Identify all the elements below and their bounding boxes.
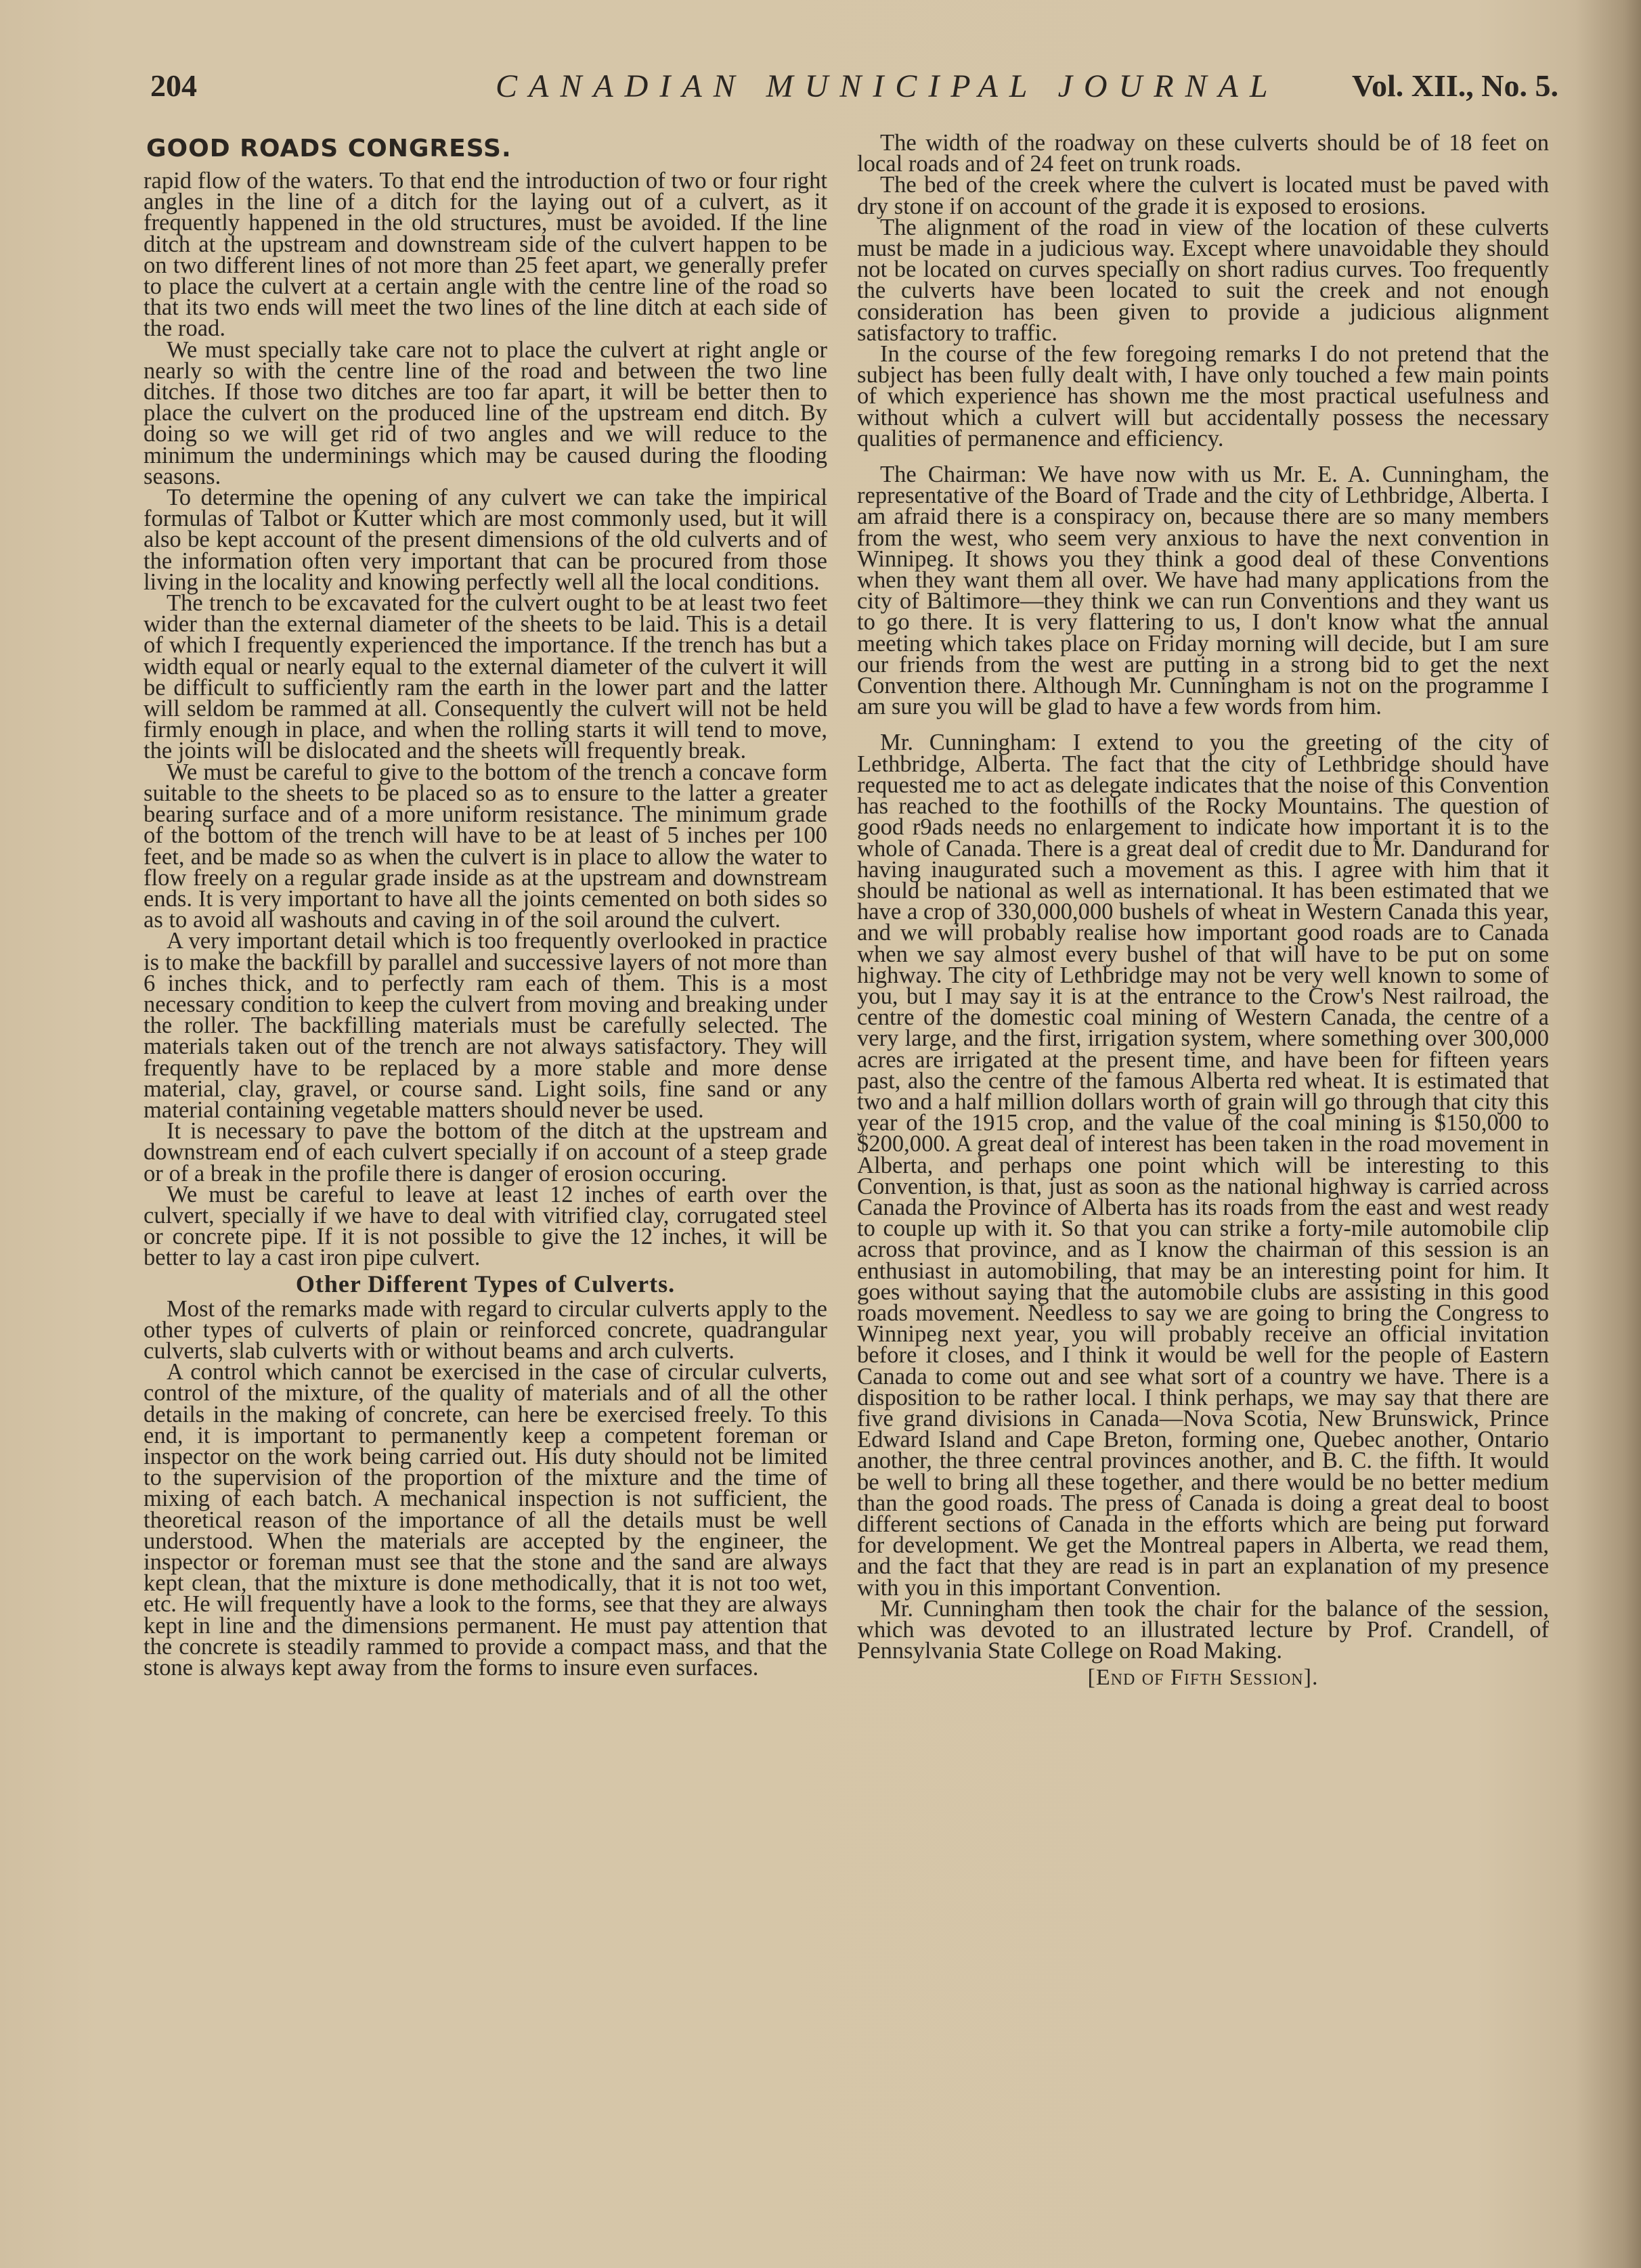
running-head	[150, 68, 1558, 115]
section-heading: GOOD ROADS CONGRESS.	[146, 135, 512, 162]
paragraph: The bed of the creek where the culvert is located must be paved with dry stone if on account of the grade it is exposed to erosions.	[857, 172, 1549, 219]
page-number: 204	[150, 68, 197, 103]
paragraph: The trench to be excavated for the culvert ought to be at least two feet wider than the external diameter of the sheets to be laid. This is a detail of which I frequently experienced the importance. If the trench has but a width equal or nearly equal to the external diameter of the culvert it will be difficult to sufficiently ram the earth in the lower part and the latter will seldom be rammed at all. Consequently the culvert will not be held firmly enough in place, and when the rolling starts it will tend to move, the joints will be dislocated and the sheets will frequently break.	[144, 590, 827, 764]
paragraph: Mr. Cunningham: I extend to you the greeting of the city of Lethbridge, Alberta. The fact that the city of Lethbridge should have requested me to act as delegate indicates that the noise of this Convention has reached to the foothills of the Rocky Mountains. The question of good r9ads needs no enlargement to indicate how important it is to the whole of Canada. There is a great deal of credit due to Mr. Dandurand for having inaugurated such a movement as this. I agree with him that it should be national as well as international. It has been estimated that we have a crop of 330,000,000 bushels of wheat in Western Canada this year, and we will probably realise how important good roads are to Canada when we say almost every bushel of that will have to be put on some highway. The city of Lethbridge may not be very well known to some of you, but I may say it is at the entrance to the Crow's Nest railroad, the centre of the domestic coal mining of Western Canada, the centre of a very large, and the first, irrigation system, where something over 300,000 acres are irrigated at the present time, and have been for fifteen years past, also the centre of the famous Alberta red wheat. It is estimated that two and a half million dollars worth of grain will go through that city this year of the 1915 crop, and the value of the coal mining is $150,000 to $200,000. A great deal of interest has been taken in the road movement in Alberta, and perhaps one point which will be interesting to this Convention, is that, just as soon as the national highway is carried across Canada the Province of Alberta has its roads from the east and west ready to couple up with it. So that you can strike a forty-mile automobile clip across that province, and as I know the chairman of this session is an enthusiast in automobiling, that may be an interesting point for him. It goes without saying that the automobile clubs are assisting in this good roads movement. Needless to say we are going to bring the Congress to Winnipeg next year, you will probably receive an official invitation before it closes, and I think it would be well for the people of Eastern Canada to come out and see what sort of a country we have. There is a disposition to be rather local. I think perhaps, we may say that there are five grand divisions in Canada—Nova Scotia, New Brunswick, Prince Edward Island and Cape Breton, forming one, Quebec another, Ontario another, the three central provinces another, and B. C. the fifth. It would be well to bring all these together, and there would be no better medium than the good roads. The press of Canada is doing a great deal to boost different sections of Canada in the efforts which are being put forward for development. We get the Montreal papers in Alberta, we read them, and the fact that they are read is in part an explanation of my presence with you in this important Convention.	[857, 730, 1549, 1601]
paragraph: A control which cannot be exercised in the case of circular culverts, control of the mixture, of the quality of materials and of all the other details in the making of concrete, can here be exercised freely. To this end, it is important to permanently keep a competent foreman or inspector on the work being carried out. His duty should not be limited to the supervision of the proportion of the mixture and the time of mixing of each batch. A mechanical inspection is not sufficient, the theoretical reason of the importance of all the details must be well understood. When the materials are accepted by the engineer, the inspector or foreman must see that the stone and the sand are always kept clean, that the mixture is done methodically, that it is not too wet, etc. He will frequently have a look to the forms, see that they are always kept in line and the dimensions permanent. He must pay attention that the concrete is steadily rammed to provide a compact mass, and that the stone is always kept away from the forms to insure even surfaces.	[144, 1359, 827, 1681]
paragraph: The alignment of the road in view of the location of these culverts must be made in a judicious way. Except where unavoidable they should not be located on curves specially on short radius curves. Too frequently the culverts have been located to suit the creek and not enough consideration has been given to provide a judicious alignment satisfactory to traffic.	[857, 214, 1549, 346]
paragraph: Most of the remarks made with regard to circular culverts apply to the other types of culverts of plain or reinforced concrete, quadrangular culverts, slab culverts with or without beams and arch culverts.	[144, 1295, 827, 1364]
paragraph: rapid flow of the waters. To that end the introduction of two or four right angles in the line of a ditch for the laying out of a culvert, as it frequently happened in the old structures, must be avoided. If the line ditch at the upstream and downstream side of the culvert happen to be on two different lines of not more than 25 feet apart, we generally prefer to place the culvert at a certain angle with the centre line of the road so that its two ends will meet the two lines of the line ditch at each side of the road.	[144, 168, 827, 342]
paragraph: The width of the roadway on these culverts should be of 18 feet on local roads and of 24 feet on trunk roads.	[857, 133, 1549, 177]
left-column	[144, 129, 827, 2227]
volume-issue: Vol. XII., No. 5.	[1351, 68, 1558, 103]
paragraph: We must be careful to give to the bottom of the trench a concave form suitable to the sheets to be placed so as to ensure to the latter a greater bearing surface and of a more uniform resistance. The minimum grade of the bottom of the trench will have to be at least of 5 inches per 100 feet, and be made so as when the culvert is in place to allow the water to flow freely on a regular grade inside as at the upstream and downstream ends. It is very important to have all the joints cemented on both sides so as to avoid all washouts and caving in of the soil around the culvert.	[144, 759, 827, 933]
subheading: Other Different Types of Culverts.	[295, 1270, 676, 1297]
end-of-session-note: [End of Fifth Session].	[1087, 1665, 1319, 1691]
paragraph: In the course of the few foregoing remarks I do not pretend that the subject has been fully dealt with, I have only touched a few main points of which experience has shown me the most practical usefulness and without which a culvert will but accidentally possess the necessary qualities of permanence and efficiency.	[857, 341, 1549, 451]
paragraph: We must specially take care not to place the culvert at right angle or nearly so with the centre line of the road and between the two line ditches. If those two ditches are too far apart, it will be better then to place the culvert on the produced line of the upstream end ditch. By doing so we will get rid of two angles and we will reduce to the minimum the underminings which may be caused during the flooding seasons.	[144, 336, 827, 489]
paragraph: The Chairman: We have now with us Mr. E. A. Cunningham, the representative of the Board of Trade and the city of Lethbridge, Alberta. I am afraid there is a conspiracy on, because there are so many members from the west, who seem very anxious to have the next convention in Winnipeg. It shows you they think a good deal of these Conventions when they want them all over. We have had many applications from the city of Baltimore—they think we can run Conventions and they want us to go there. It is very flattering to us, I don't know what the annual meeting which takes place on Friday morning will decide, but I am sure our friends from the west are putting in a strong bid to get the next Convention there. Although Mr. Cunningham is not on the programme I am sure you will be glad to have a few words from him.	[857, 462, 1549, 720]
paragraph: To determine the opening of any culvert we can take the impirical formulas of Talbot or Kutter which are most commonly used, but it will also be kept account of the present dimensions of the old culverts and of the information often very important that can be procured from those living in the locality and knowing perfectly well all the local conditions.	[144, 485, 827, 595]
right-column	[857, 133, 1549, 2231]
paragraph: It is necessary to pave the bottom of the ditch at the upstream and downstream end of each culvert specially if on account of a steep grade or of a break in the profile there is danger of erosion occuring.	[144, 1118, 827, 1186]
paragraph: A very important detail which is too frequently overlooked in practice is to make the backfill by parallel and successive layers of not more than 6 inches thick, and to perfectly ram each of them. This is a most necessary condition to keep the culvert from moving and breaking under the roller. The backfilling materials must be carefully selected. The materials taken out of the trench are not always satisfactory. They will frequently have to be replaced by a more stable and more dense material, clay, gravel, or course sand. Light soils, fine sand or any material containing vegetable matters should never be used.	[144, 928, 827, 1123]
journal-title: CANADIAN MUNICIPAL JOURNAL	[496, 68, 1279, 104]
paragraph: We must be careful to leave at least 12 inches of earth over the culvert, specially if we have to deal with vitrified clay, corrugated steel or concrete pipe. If it is not possible to give the 12 inches, it will be better to lay a cast iron pipe culvert.	[144, 1181, 827, 1271]
paragraph: Mr. Cunningham then took the chair for the balance of the session, which was devoted to an illustrated lecture by Prof. Crandell, of Pennsylvania State College on Road Making.	[857, 1595, 1549, 1664]
